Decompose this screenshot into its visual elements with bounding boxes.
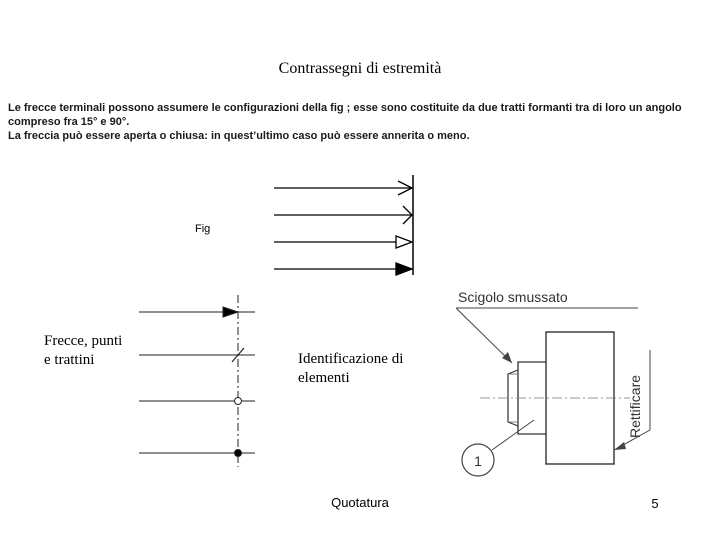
open-arrow-wide (274, 181, 412, 195)
page-number: 5 (651, 496, 659, 511)
description-paragraph (8, 101, 713, 143)
part-drawing (440, 280, 670, 490)
closed-arrow-filled (274, 263, 412, 275)
arrows-dots-ticks-label: Frecce, punti e trattini (44, 333, 123, 368)
closed-arrow-outline (274, 236, 412, 248)
termination-open-dot (139, 398, 255, 405)
slide-title: Contrassegni di estremità (278, 60, 442, 77)
grind-label: Rettificare (627, 374, 643, 438)
paragraph-line-3: La freccia può essere aperta o chiusa: in quest’ultimo caso può essere annerita o meno. (8, 130, 470, 142)
chamfer-leader (456, 308, 512, 363)
chamfer-leader-arrow (502, 352, 512, 363)
terminations-figure (135, 295, 260, 470)
figure-label: Fig (195, 223, 211, 235)
grind-leader-arrow (614, 442, 626, 450)
balloon-number: 1 (474, 453, 482, 469)
element-identification-label: Identificazione di elementi (298, 351, 404, 386)
slide-footer: Quotatura (331, 495, 389, 510)
paragraph-line-2: compreso fra 15° e 90°. (8, 116, 130, 128)
arrowhead-figure (260, 170, 420, 280)
paragraph-line-1: Le frecce terminali possono assumere le configurazioni della fig ; esse sono costituite da due tratti formanti tra di loro un angolo (8, 102, 682, 114)
open-arrow-narrow (274, 206, 412, 224)
termination-filled-dot (139, 450, 255, 457)
chamfer-label: Scigolo smussato (458, 289, 568, 305)
